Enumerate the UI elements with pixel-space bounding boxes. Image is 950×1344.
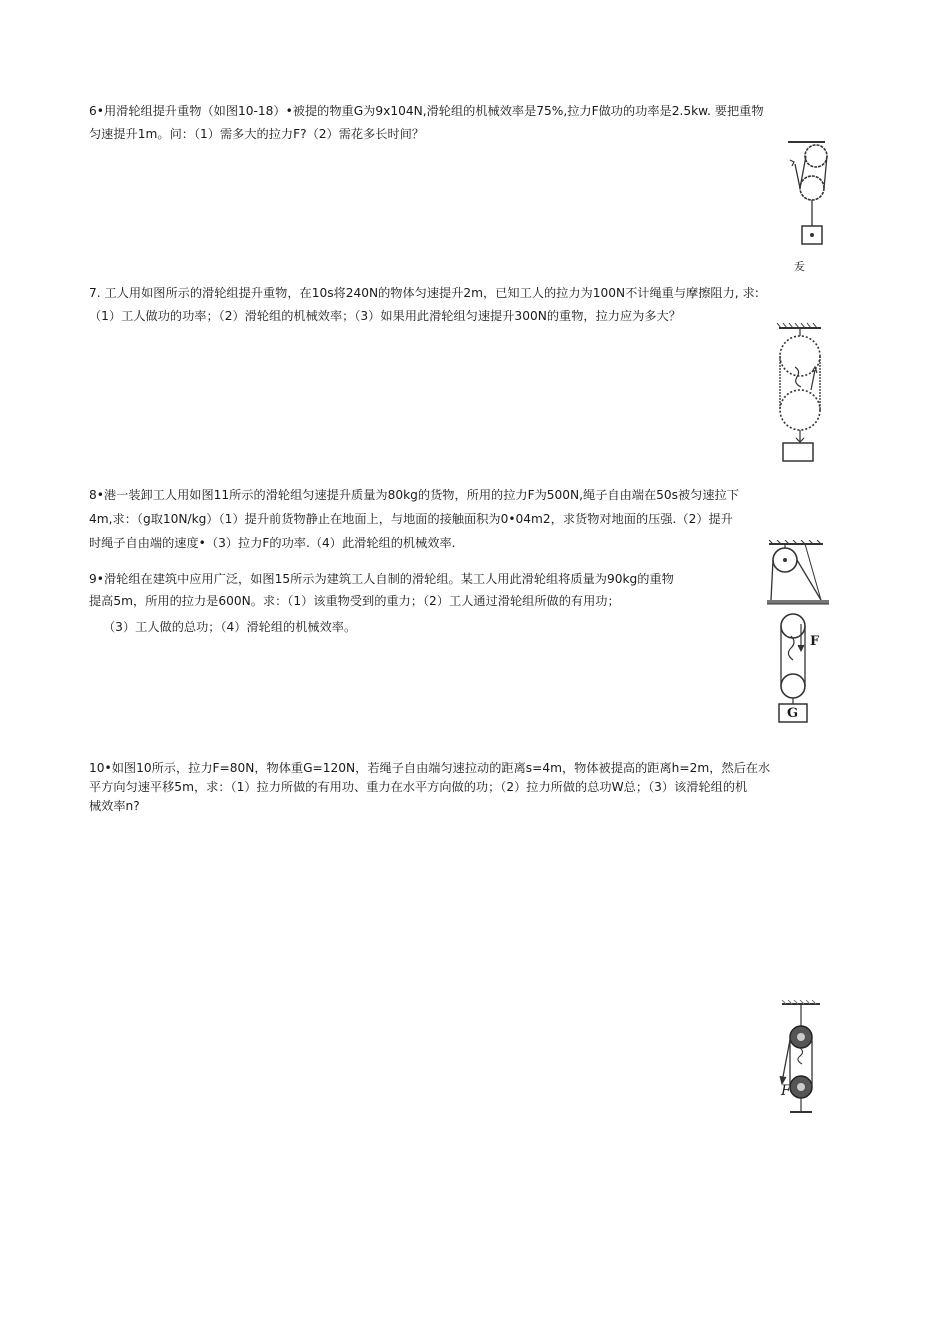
problem-7 [89,282,859,328]
figure-9-force-label: F [810,634,820,649]
problem-7-line-2: （1）工人做功的功率；（2）滑轮组的机械效率；（3）如果用此滑轮组匀速提升300N的重物，拉力应为多大？ [89,309,681,323]
figure-6-caption: 叐 [794,260,805,273]
pulley-figure-7 [775,322,825,467]
problem-9-line-3: （3）工人做的总功；（4）滑轮组的机械效率。 [103,620,357,634]
problem-10 [89,759,859,816]
figure-10-force-label: F [781,1083,791,1099]
problem-10-line-2: 平方向匀速平移5m，求：（1）拉力所做的有用功、重力在水平方向做的功；（2）拉力所做的总功W总；（3）该滑轮组的机 [89,780,748,794]
problem-7-line-1: 7. 工人用如图所示的滑轮组提升重物，在10s将240N的物体匀速提升2m，已知工人的拉力为100N不计绳重与摩擦阻力, 求: [89,286,759,300]
problem-10-line-1: 10•如图10所示，拉力F=80N，物体重G=120N，若绳子自由端匀速拉动的距离s=4m，物体被提高的距离h=2m，然后在水 [89,761,771,775]
pulley-figure-10 [776,1000,826,1120]
figure-9-weight-label: G [787,706,799,721]
problem-8-line-3: 时绳子自由端的速度•（3）拉力F的功率.（4）此滑轮组的机械效率. [89,536,456,550]
problem-8-line-1: 8•港一装卸工人用如图11所示的滑轮组匀速提升质量为80kg的货物，所用的拉力F为500N,绳子自由端在50s被匀速拉下 [89,488,739,502]
problem-9-line-2: 提高5m，所用的拉力是600N。求：（1）该重物受到的重力；（2）工人通过滑轮组所做的有用功； [89,594,620,608]
problem-10-line-3: 械效率n? [89,799,140,813]
pulley-figure-9 [765,540,845,725]
problem-9-line-1: 9•滑轮组在建筑中应用广泛，如图15所示为建筑工人自制的滑轮组。某工人用此滑轮组将质量为90kg的重物 [89,572,674,586]
problem-6-line-1: 6•用滑轮组提升重物（如图10-18）•被提的物重G为9x104N,滑轮组的机械效率是75%,拉力F做功的功率是2.5kw. 要把重物 [89,104,764,118]
problem-6-line-2: 匀速提升1m。问：（1）需多大的拉力F?（2）需花多长时间？ [89,127,425,141]
pulley-figure-6 [780,140,830,250]
problem-8 [89,483,859,555]
problem-8-line-2: 4m,求：（g取10N/kg）（1）提升前货物静止在地面上，与地面的接触面积为0•04m2，求货物对地面的压强.（2）提升 [89,512,733,526]
problem-6 [89,100,859,146]
problem-9 [89,568,859,638]
